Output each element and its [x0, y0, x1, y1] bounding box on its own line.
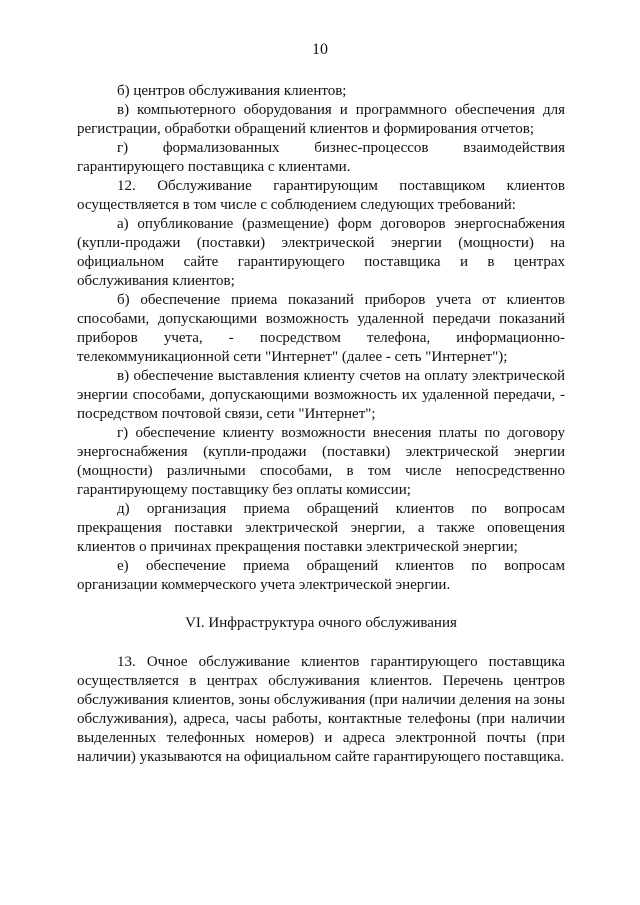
paragraph-item-v: в) компьютерного оборудования и программного обеспечения для регистрации, обработки обращений клиентов и формирования отчетов;: [77, 102, 565, 137]
paragraph-clause-12-g: г) обеспечение клиенту возможности внесения платы по договору энергоснабжения (купли-продажи (поставки) электрической энергии (мощности) различными способами, в том числе непосредственно гарантирующему поставщику без оплаты комиссии;: [77, 425, 565, 498]
paragraph-clause-12-v: в) обеспечение выставления клиенту счетов на оплату электрической энергии способами, допускающими возможность их удаленной передачи, - посредством почтовой связи, сети "Интернет";: [77, 368, 565, 422]
paragraph-clause-12-a: а) опубликование (размещение) форм договоров энергоснабжения (купли-продажи (поставки) электрической энергии (мощности) на официальном сайте гарантирующего поставщика и в центрах обслуживания клиентов;: [77, 216, 565, 289]
paragraph-clause-12-d: д) организация приема обращений клиентов по вопросам прекращения поставки электрической энергии, а также оповещения клиентов о причинах прекращения поставки электрической энергии;: [77, 501, 565, 555]
paragraph-item-b: б) центров обслуживания клиентов;: [117, 83, 347, 99]
document-body: [77, 82, 565, 767]
paragraph-item-g: г) формализованных бизнес-процессов взаимодействия гарантирующего поставщика с клиентами.: [77, 140, 565, 175]
paragraph-clause-12: 12. Обслуживание гарантирующим поставщиком клиентов осуществляется в том числе с соблюдением следующих требований:: [77, 178, 565, 213]
paragraph-clause-13: 13. Очное обслуживание клиентов гарантирующего поставщика осуществляется в центрах обслуживания клиентов. Перечень центров обслуживания клиентов, зоны обслуживания (при наличии деления на зоны обслуживания), адреса, часы работы, контактные телефоны (при наличии выделенных телефонных номеров) и адреса электронной почты (при наличии) указываются на официальном сайте гарантирующего поставщика.: [77, 654, 565, 765]
paragraph-clause-12-e: е) обеспечение приема обращений клиентов по вопросам организации коммерческого учета электрической энергии.: [77, 558, 565, 593]
section-heading: VI. Инфраструктура очного обслуживания: [185, 615, 457, 631]
page-number: 10: [312, 41, 328, 58]
paragraph-clause-12-b: б) обеспечение приема показаний приборов учета от клиентов способами, допускающими возможность удаленной передачи показаний приборов учета, - посредством телефона, информационно-телекоммуникационной сети "Интернет" (далее - сеть "Интернет");: [77, 292, 565, 365]
